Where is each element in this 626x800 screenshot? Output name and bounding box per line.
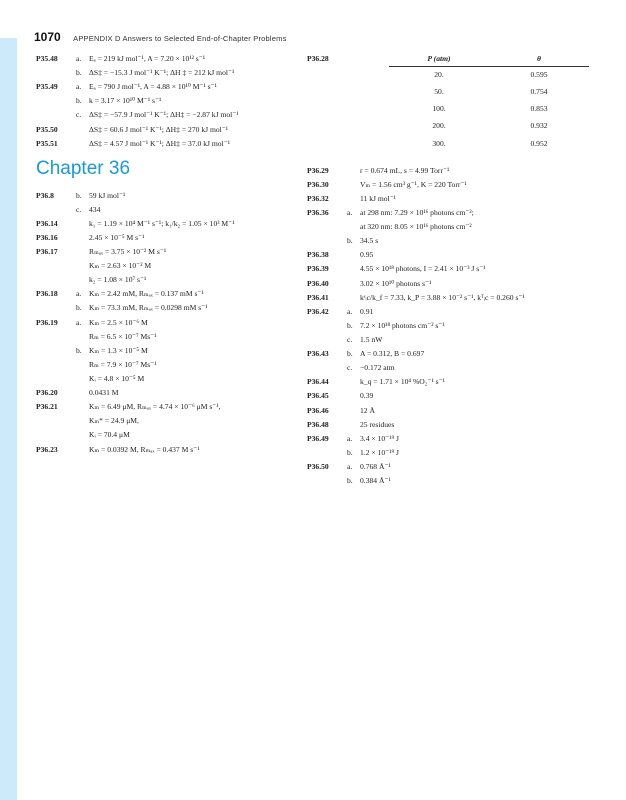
answer-text: Eₐ = 219 kJ mol⁻¹, A = 7.20 × 10¹² s⁻¹ <box>89 54 206 63</box>
answer-text: 7.2 × 10¹⁸ photons cm⁻² s⁻¹ <box>360 320 445 330</box>
answer-text: Kₘ* = 24.9 μM, <box>89 416 139 426</box>
answer-line <box>76 402 296 411</box>
answer-text: k_q = 1.71 × 10⁴ %O₂⁻¹ s⁻¹ <box>360 377 445 387</box>
answer-entry <box>307 208 607 245</box>
answer-line <box>347 321 607 330</box>
problem-id: P36.49 <box>307 433 329 443</box>
answer-text: Vₘ = 1.56 cm³ g⁻¹, K = 220 Torr⁻¹ <box>360 179 467 189</box>
answer-entry <box>36 318 296 384</box>
answer-line <box>347 236 607 245</box>
part-label: b. <box>76 68 82 78</box>
page-header <box>34 28 287 46</box>
problem-id: P36.42 <box>307 306 329 316</box>
problem-id: P36.14 <box>36 218 58 228</box>
answer-text: 11 kJ mol⁻¹ <box>360 193 396 203</box>
answer-line <box>347 166 607 175</box>
answer-text: 3.4 × 10⁻¹⁹ J <box>360 433 399 443</box>
chapter-36-answers-right <box>307 166 607 486</box>
part-label <box>76 430 89 439</box>
part-label <box>347 250 360 259</box>
table-row <box>389 136 589 153</box>
answer-text: Kₘ = 6.49 μM, Rₘₐₓ = 4.74 × 10⁻⁶ μM s⁻¹, <box>89 402 221 412</box>
answer-line <box>76 360 296 369</box>
part-label: a. <box>76 317 82 327</box>
answer-line <box>347 264 607 273</box>
answer-entry <box>307 377 607 386</box>
part-label: a. <box>347 461 353 471</box>
answer-line <box>76 54 296 63</box>
answer-text: k₂ = 1.08 × 10⁷ s⁻¹ <box>89 275 147 285</box>
part-label: c. <box>76 110 82 120</box>
answer-text: −0.172 atm <box>360 363 395 373</box>
answer-entry <box>36 82 296 119</box>
part-label: c. <box>347 363 353 373</box>
answer-line <box>347 279 607 288</box>
answer-line <box>76 96 296 105</box>
answer-line <box>347 363 607 372</box>
answer-text: Kₘ = 2.63 × 10⁻² M <box>89 261 152 271</box>
part-label: c. <box>76 204 82 214</box>
answer-line <box>76 247 296 256</box>
part-label: b. <box>76 345 82 355</box>
problem-id: P36.20 <box>36 388 58 398</box>
part-label <box>347 194 360 203</box>
answer-entry <box>36 388 296 397</box>
problem-id: P35.51 <box>36 138 58 148</box>
theta-cell: 0.754 <box>530 87 548 97</box>
answer-line <box>347 307 607 316</box>
answer-line <box>76 233 296 242</box>
part-label <box>76 332 89 341</box>
table-row <box>389 67 589 85</box>
answer-entry <box>36 219 296 228</box>
table-row <box>389 101 589 118</box>
part-label: b. <box>347 476 353 486</box>
answer-entry <box>36 54 296 77</box>
answer-text: Kₘ = 0.0392 M, Rₘₐₓ = 0.437 M s⁻¹ <box>89 444 200 454</box>
running-title: APPENDIX D Answers to Selected End-of-Chapter Problems <box>73 34 287 43</box>
pressure-cell: 20. <box>434 70 444 80</box>
answer-entry <box>36 445 296 454</box>
answer-entry <box>36 191 296 214</box>
part-label <box>347 391 360 400</box>
answer-line <box>76 416 296 425</box>
answer-text: 4.55 × 10¹⁸ photons, I = 2.41 × 10⁻³ J s⁻¹ <box>360 264 486 274</box>
problem-id: P36.19 <box>36 317 58 327</box>
answer-text: Rₘ = 6.5 × 10⁻⁷ Ms⁻¹ <box>89 331 157 341</box>
answer-entry <box>307 180 607 189</box>
answer-line <box>76 332 296 341</box>
part-label: a. <box>347 306 353 316</box>
part-label <box>347 377 360 386</box>
part-label: a. <box>76 289 82 299</box>
answer-entry <box>36 247 296 284</box>
problem-id: P36.44 <box>307 377 329 387</box>
answer-text: 0.768 Å⁻¹ <box>360 461 391 471</box>
answer-entry <box>307 434 607 457</box>
part-label: a. <box>347 433 353 443</box>
answer-line <box>76 261 296 270</box>
pressure-cell: 200. <box>432 121 446 131</box>
problem-id: P36.39 <box>307 264 329 274</box>
answer-entry <box>36 139 296 148</box>
answer-entry <box>36 402 296 439</box>
answer-entry <box>307 349 607 372</box>
answer-entry <box>36 289 296 312</box>
part-label: b. <box>347 320 353 330</box>
pressure-cell: 50. <box>434 87 444 97</box>
answer-text: kˢᵢc/k_f = 7.33, k_P = 3.88 × 10⁻² s⁻¹, kᵀᵢc = 0.260 s⁻¹ <box>360 292 525 302</box>
problem-id: P36.45 <box>307 391 329 401</box>
part-label: a. <box>76 54 82 63</box>
answer-text: 3.02 × 10¹⁰ photons s⁻¹ <box>360 278 432 288</box>
column-header-theta: θ <box>489 54 589 67</box>
answer-text: at 298 nm: 7.29 × 10¹⁶ photons cm⁻²; <box>360 207 474 217</box>
answer-line <box>76 191 296 200</box>
theta-cell: 0.853 <box>530 104 548 114</box>
answer-entry <box>307 166 607 175</box>
pressure-cell: 300. <box>432 138 446 148</box>
answer-line <box>347 406 607 415</box>
theta-cell: 0.932 <box>530 121 548 131</box>
pressure-cell: 100. <box>432 104 446 114</box>
answer-text: 1.2 × 10⁻¹⁹ J <box>360 447 399 457</box>
answer-text: 34.5 s <box>360 236 379 246</box>
part-label <box>347 166 360 175</box>
answer-line <box>347 391 607 400</box>
problem-id: P36.21 <box>36 402 58 412</box>
answer-line <box>76 110 296 119</box>
answer-entry <box>307 462 607 485</box>
answer-text: Eₐ = 790 J mol⁻¹, A = 4.88 × 10¹⁰ M⁻¹ s⁻¹ <box>89 82 217 92</box>
answer-text: Rₘₐₓ = 3.75 × 10⁻² M s⁻¹ <box>89 247 167 256</box>
answer-line <box>76 318 296 327</box>
problem-id: P36.43 <box>307 349 329 359</box>
answer-text: 0.39 <box>360 391 374 401</box>
part-label <box>347 279 360 288</box>
answer-text: ΔS‡ = 60.6 J mol⁻¹ K⁻¹; ΔH‡ = 270 kJ mol⁻¹ <box>89 124 229 134</box>
answer-entry <box>307 406 607 415</box>
answer-text: k₁ = 1.19 × 10⁴ M⁻¹ s⁻¹; k₁/k₂ = 1.05 × 10³ M⁻¹ <box>89 218 235 228</box>
answer-line <box>76 125 296 134</box>
part-label <box>76 261 89 270</box>
answer-entry <box>307 420 607 429</box>
page-number: 1070 <box>34 30 61 44</box>
problem-id: P36.28 <box>307 54 329 63</box>
chapter-heading: Chapter 36 <box>36 157 131 179</box>
answer-text: ΔS‡ = −57.9 J mol⁻¹ K⁻¹; ΔH‡ = −2.87 kJ mol⁻¹ <box>89 110 239 120</box>
answer-line <box>76 346 296 355</box>
answer-line <box>347 476 607 485</box>
part-label <box>76 275 89 284</box>
answer-text: Kₘ = 2.42 mM, Rₘₐₓ = 0.137 mM s⁻¹ <box>89 289 204 299</box>
answer-text: k = 3.17 × 10¹⁰ M⁻¹ s⁻¹ <box>89 96 162 106</box>
answer-text: 25 residues <box>360 419 395 429</box>
part-label: b. <box>347 447 353 457</box>
part-label <box>76 139 89 148</box>
left-column <box>36 54 296 459</box>
part-label <box>76 247 89 256</box>
right-column <box>307 54 607 490</box>
answer-text: 0.91 <box>360 306 374 316</box>
problem-id: P36.46 <box>307 405 329 415</box>
theta-cell: 0.595 <box>530 70 548 80</box>
answer-entry <box>307 279 607 288</box>
part-label <box>76 219 89 228</box>
answer-line <box>76 275 296 284</box>
answer-entry <box>36 125 296 134</box>
part-label <box>347 264 360 273</box>
part-label <box>76 402 89 411</box>
column-header-pressure: P (atm) <box>389 54 489 67</box>
answer-text: 2.45 × 10⁻⁵ M s⁻¹ <box>89 232 145 242</box>
problem-id: P35.48 <box>36 54 58 63</box>
answer-line <box>347 194 607 203</box>
problem-id: P36.30 <box>307 179 329 189</box>
problem-id: P35.50 <box>36 124 58 134</box>
answer-entry <box>307 250 607 259</box>
answer-line <box>347 448 607 457</box>
part-label <box>76 233 89 242</box>
answer-line <box>76 205 296 214</box>
part-label <box>76 445 89 454</box>
edge-tab <box>0 38 17 800</box>
problem-id: P36.38 <box>307 250 329 260</box>
answer-line <box>76 445 296 454</box>
problem-id: P36.16 <box>36 232 58 242</box>
answer-entry <box>307 264 607 273</box>
answer-text: ΔS‡ = −15.3 J mol⁻¹ K⁻¹; ΔH ‡ = 212 kJ mol⁻¹ <box>89 68 235 78</box>
answer-line <box>76 430 296 439</box>
part-label: a. <box>76 82 82 92</box>
answer-line <box>76 82 296 91</box>
answer-line <box>76 139 296 148</box>
answer-text: Kₘ = 1.3 × 10⁻⁵ M <box>89 345 148 355</box>
answer-line <box>76 388 296 397</box>
table-row <box>389 118 589 135</box>
part-label <box>347 222 360 231</box>
problem-id: P36.50 <box>307 461 329 471</box>
problem-id: P36.36 <box>307 207 329 217</box>
problem-id: P36.8 <box>36 190 54 200</box>
part-label: b. <box>76 190 82 200</box>
answer-text: A = 0.312, B = 0.697 <box>360 349 425 359</box>
answer-line <box>347 420 607 429</box>
problem-id: P36.41 <box>307 292 329 302</box>
answer-line <box>76 374 296 383</box>
answer-entry <box>307 293 607 302</box>
problem-id: P36.17 <box>36 247 58 256</box>
answer-entry <box>307 54 607 161</box>
part-label: a. <box>347 207 353 217</box>
answer-entry <box>307 307 607 344</box>
answer-line <box>347 349 607 358</box>
answer-text: at 320 nm: 8.05 × 10¹⁶ photons cm⁻² <box>360 222 472 232</box>
part-label <box>347 420 360 429</box>
answer-line <box>76 303 296 312</box>
answer-text: Kₘ = 73.3 mM, Rₘₐₓ = 0.0298 mM s⁻¹ <box>89 303 208 313</box>
problem-id: P36.32 <box>307 193 329 203</box>
problem-id: P36.40 <box>307 278 329 288</box>
answer-text: Kᵢ = 70.4 μM <box>89 430 130 440</box>
answer-text: 59 kJ mol⁻¹ <box>89 190 126 200</box>
answer-text: Rₘ = 7.9 × 10⁻⁷ Ms⁻¹ <box>89 359 157 369</box>
answer-line <box>347 434 607 443</box>
part-label <box>347 180 360 189</box>
pressure-coverage-table <box>389 54 589 153</box>
problem-id: P36.48 <box>307 419 329 429</box>
part-label <box>76 416 89 425</box>
part-label <box>76 374 89 383</box>
answer-entry <box>307 391 607 400</box>
answer-text: Kᵢ = 4.8 × 10⁻⁵ M <box>89 373 145 383</box>
part-label: b. <box>347 349 353 359</box>
problem-id: P36.29 <box>307 165 329 175</box>
table-row <box>389 84 589 101</box>
answer-text: r = 0.674 mL, s = 4.99 Torr⁻¹ <box>360 165 450 175</box>
answer-entry <box>307 194 607 203</box>
answer-line <box>347 335 607 344</box>
answer-line <box>347 462 607 471</box>
part-label <box>347 406 360 415</box>
answer-line <box>76 219 296 228</box>
part-label: b. <box>76 303 82 313</box>
problem-id: P36.18 <box>36 289 58 299</box>
answer-line <box>347 222 607 231</box>
answer-text: 1.5 nW <box>360 334 383 344</box>
answer-entry <box>36 233 296 242</box>
answer-line <box>347 180 607 189</box>
answer-text: ΔS‡ = 4.57 J mol⁻¹ K⁻¹; ΔH‡ = 37.0 kJ mol⁻¹ <box>89 138 230 148</box>
answer-line <box>347 208 607 217</box>
part-label: b. <box>76 96 82 106</box>
problem-id: P36.23 <box>36 444 58 454</box>
answer-text: 12 Å <box>360 405 375 415</box>
answer-line <box>76 68 296 77</box>
part-label <box>76 360 89 369</box>
part-label: c. <box>347 334 353 344</box>
answer-line <box>347 377 607 386</box>
part-label <box>76 125 89 134</box>
answer-text: 0.0431 M <box>89 388 119 398</box>
answer-line <box>347 250 607 259</box>
part-label: b. <box>347 236 353 246</box>
answer-line <box>347 293 607 302</box>
part-label <box>76 388 89 397</box>
answer-text: 0.95 <box>360 250 374 260</box>
theta-cell: 0.952 <box>530 138 548 148</box>
answer-text: 0.384 Å⁻¹ <box>360 476 391 486</box>
chapter-36-answers-left <box>36 191 296 454</box>
answer-text: 434 <box>89 204 101 214</box>
part-label <box>347 293 360 302</box>
answer-text: Kₘ = 2.5 × 10⁻⁶ M <box>89 317 148 327</box>
answer-line <box>76 289 296 298</box>
problem-id: P35.49 <box>36 82 58 92</box>
chapter-35-answers <box>36 54 296 148</box>
